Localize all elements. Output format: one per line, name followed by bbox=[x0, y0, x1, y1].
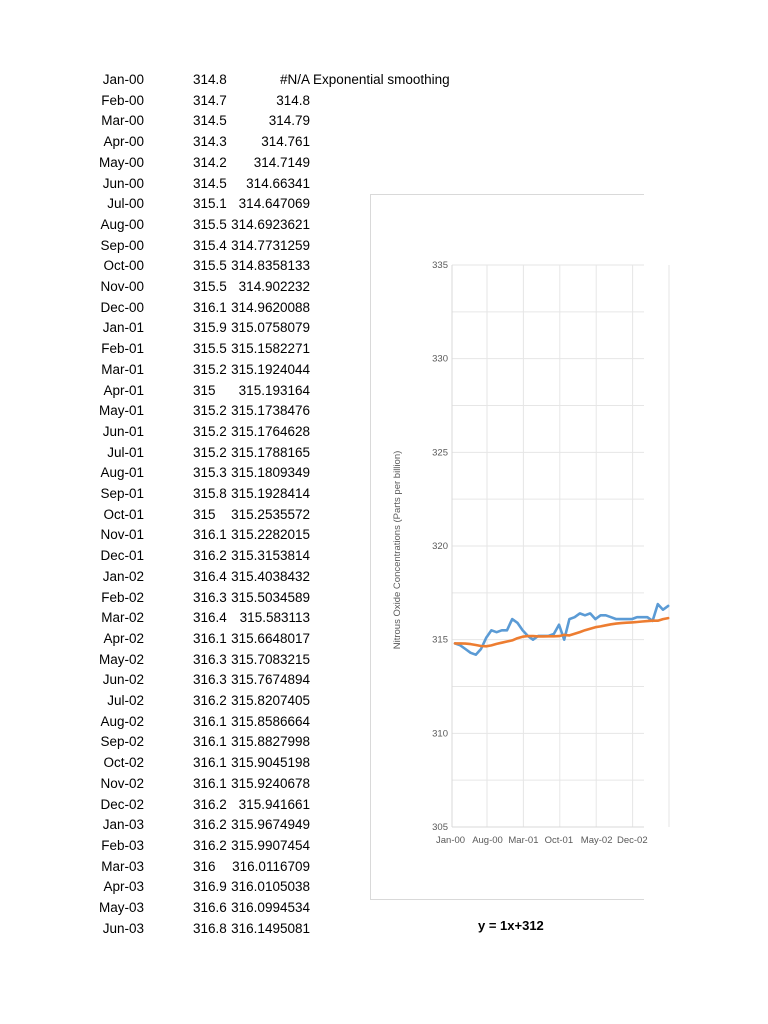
smoothed-cell: 315.5034589 bbox=[231, 589, 310, 605]
smoothed-cell: 315.7083215 bbox=[231, 651, 310, 667]
date-cell: Nov-00 bbox=[100, 279, 144, 294]
y-tick-label: 330 bbox=[432, 353, 448, 365]
smoothed-cell: 315.1809349 bbox=[231, 465, 310, 481]
date-cell: Jan-00 bbox=[102, 72, 144, 87]
value-cell: 315.2 bbox=[193, 403, 227, 419]
y-tick-label: 315 bbox=[432, 634, 448, 646]
value-cell: 315.2 bbox=[193, 361, 227, 377]
date-cell: Nov-01 bbox=[100, 527, 144, 543]
smoothed-cell: 314.7149 bbox=[253, 154, 310, 170]
smoothed-cell: 314.7731259 bbox=[231, 237, 310, 253]
smoothed-cell: 314.8358133 bbox=[231, 258, 310, 274]
smoothed-cell: 315.8207405 bbox=[231, 693, 310, 708]
value-cell: 316 bbox=[193, 858, 216, 874]
trendline-equation: y = 1x+312 bbox=[478, 918, 544, 933]
date-cell: Oct-02 bbox=[103, 755, 144, 771]
smoothed-cell: 315.1764628 bbox=[231, 423, 310, 439]
date-cell: Nov-02 bbox=[100, 775, 144, 791]
smoothed-cell: 315.2282015 bbox=[231, 527, 310, 543]
smoothed-cell: 314.6923621 bbox=[231, 216, 310, 232]
value-cell: 316.2 bbox=[193, 693, 227, 708]
date-cell: Sep-02 bbox=[100, 734, 144, 750]
date-cell: Jun-03 bbox=[102, 920, 144, 936]
date-cell: Aug-02 bbox=[100, 713, 144, 729]
smoothed-cell: 315.2535572 bbox=[231, 506, 310, 522]
date-cell: Feb-00 bbox=[101, 92, 144, 108]
value-cell: 315.2 bbox=[193, 423, 227, 439]
date-cell: Mar-01 bbox=[101, 361, 144, 377]
table-row bbox=[0, 132, 460, 152]
date-cell: Jul-01 bbox=[107, 444, 144, 460]
value-cell: 316.1 bbox=[193, 713, 227, 729]
smoothed-cell: 314.902232 bbox=[238, 279, 310, 294]
date-cell: Mar-00 bbox=[101, 113, 144, 129]
value-cell: 315 bbox=[193, 506, 216, 522]
date-cell: Jun-01 bbox=[102, 423, 144, 439]
date-cell: Feb-01 bbox=[101, 341, 144, 357]
smoothed-cell: 315.9240678 bbox=[231, 775, 310, 791]
value-cell: 315.5 bbox=[193, 216, 227, 232]
exponential-smoothing-label: Exponential smoothing bbox=[313, 72, 450, 87]
smoothed-cell: 315.3153814 bbox=[231, 548, 310, 564]
smoothed-cell: 314.761 bbox=[261, 134, 310, 150]
value-cell: 316.1 bbox=[193, 755, 227, 771]
table-row bbox=[0, 898, 460, 918]
value-cell: 314.8 bbox=[193, 72, 227, 87]
value-cell: 315 bbox=[193, 382, 216, 398]
value-cell: 316.3 bbox=[193, 651, 227, 667]
smoothed-cell: 315.9907454 bbox=[231, 837, 310, 853]
smoothed-cell: 315.1788165 bbox=[231, 444, 310, 460]
smoothed-cell: 314.9620088 bbox=[231, 299, 310, 315]
smoothed-cell: 315.1928414 bbox=[231, 486, 310, 501]
table-row bbox=[0, 70, 460, 90]
date-cell: May-02 bbox=[98, 651, 144, 667]
value-cell: 316.1 bbox=[193, 775, 227, 791]
table-row bbox=[0, 174, 460, 194]
value-cell: 316.3 bbox=[193, 589, 227, 605]
y-tick-label: 335 bbox=[432, 260, 448, 271]
value-cell: 315.3 bbox=[193, 465, 227, 481]
smoothed-cell: 315.4038432 bbox=[231, 568, 310, 584]
table-row bbox=[0, 153, 460, 173]
smoothed-cell: 315.8827998 bbox=[231, 734, 310, 750]
date-cell: Aug-00 bbox=[100, 216, 144, 232]
na-cell: #N/A bbox=[280, 72, 310, 87]
date-cell: Sep-00 bbox=[100, 237, 144, 253]
value-cell: 316.4 bbox=[193, 610, 227, 626]
smoothed-cell: 316.0994534 bbox=[231, 900, 310, 915]
y-tick-label: 305 bbox=[432, 822, 448, 833]
smoothing-header bbox=[280, 70, 450, 90]
date-cell: Dec-01 bbox=[100, 548, 144, 564]
smoothed-cell: 315.0758079 bbox=[231, 320, 310, 336]
x-tick-label: May-02 bbox=[580, 835, 613, 846]
value-cell: 316.2 bbox=[193, 817, 227, 833]
date-cell: Apr-03 bbox=[103, 879, 144, 895]
smoothed-cell: 315.8586664 bbox=[231, 713, 310, 729]
value-cell: 315.9 bbox=[193, 320, 227, 336]
x-tick-label: Dec-02 bbox=[617, 835, 648, 846]
x-tick-label: Aug-00 bbox=[472, 835, 503, 846]
smoothed-cell: 315.6648017 bbox=[231, 630, 310, 646]
date-cell: Jul-00 bbox=[107, 196, 144, 212]
smoothed-cell: 315.9045198 bbox=[231, 755, 310, 771]
date-cell: Feb-02 bbox=[101, 589, 144, 605]
date-cell: Dec-02 bbox=[100, 796, 144, 812]
smoothed-cell: 314.647069 bbox=[238, 196, 310, 212]
value-cell: 314.5 bbox=[193, 113, 227, 129]
x-tick-label: Jan-00 bbox=[436, 835, 466, 846]
value-cell: 316.3 bbox=[193, 672, 227, 688]
value-cell: 315.4 bbox=[193, 237, 227, 253]
date-cell: Jan-02 bbox=[102, 568, 144, 584]
value-cell: 314.3 bbox=[193, 134, 227, 150]
value-cell: 315.8 bbox=[193, 486, 227, 501]
value-cell: 315.5 bbox=[193, 258, 227, 274]
date-cell: May-00 bbox=[98, 154, 144, 170]
y-tick-label: 320 bbox=[432, 541, 448, 552]
date-cell: Sep-01 bbox=[100, 486, 144, 501]
value-cell: 314.7 bbox=[193, 92, 227, 108]
date-cell: Feb-03 bbox=[101, 837, 144, 853]
date-cell: Apr-02 bbox=[103, 630, 144, 646]
smoothed-cell: 314.79 bbox=[268, 113, 310, 129]
value-cell: 315.2 bbox=[193, 444, 227, 460]
date-cell: Jan-03 bbox=[102, 817, 144, 833]
value-cell: 316.6 bbox=[193, 900, 227, 915]
y-axis-title: Nitrous Oxide Concentrations (Parts per billion) bbox=[392, 450, 403, 650]
date-cell: Mar-02 bbox=[101, 610, 144, 626]
value-cell: 316.1 bbox=[193, 734, 227, 750]
date-cell: Jul-02 bbox=[107, 693, 144, 708]
smoothed-cell: 315.1582271 bbox=[231, 341, 310, 357]
x-tick-label: Oct-01 bbox=[544, 835, 574, 846]
value-cell: 316.1 bbox=[193, 630, 227, 646]
value-cell: 316.2 bbox=[193, 548, 227, 564]
smoothed-cell: 315.193164 bbox=[238, 382, 310, 398]
date-cell: Oct-00 bbox=[103, 258, 144, 274]
value-cell: 316.8 bbox=[193, 920, 227, 936]
y-tick-label: 325 bbox=[432, 447, 448, 459]
smoothed-cell: 314.8 bbox=[276, 92, 310, 108]
date-cell: Apr-00 bbox=[103, 134, 144, 150]
table-row bbox=[0, 111, 460, 131]
value-cell: 316.2 bbox=[193, 796, 227, 812]
value-cell: 315.5 bbox=[193, 341, 227, 357]
smoothed-cell: 315.7674894 bbox=[231, 672, 310, 688]
value-cell: 316.4 bbox=[193, 568, 227, 584]
y-tick-label: 310 bbox=[432, 728, 448, 740]
smoothed-cell: 316.0116709 bbox=[232, 858, 310, 874]
line-chart bbox=[370, 194, 648, 900]
value-cell: 314.5 bbox=[193, 175, 227, 191]
table-row bbox=[0, 919, 460, 939]
smoothed-cell: 315.583113 bbox=[239, 610, 310, 626]
value-cell: 315.5 bbox=[193, 279, 227, 294]
date-cell: Dec-00 bbox=[100, 299, 144, 315]
x-tick-label: Mar-01 bbox=[508, 835, 539, 846]
date-cell: Oct-01 bbox=[103, 506, 144, 522]
smoothed-cell: 316.0105038 bbox=[231, 879, 310, 895]
value-cell: 314.2 bbox=[193, 154, 227, 170]
value-cell: 316.9 bbox=[193, 879, 227, 895]
chart-canvas bbox=[371, 195, 648, 899]
value-cell: 316.1 bbox=[193, 527, 227, 543]
value-cell: 316.1 bbox=[193, 299, 227, 315]
date-cell: Mar-03 bbox=[101, 858, 144, 874]
smoothed-cell: 315.9674949 bbox=[231, 817, 310, 833]
date-cell: Jan-01 bbox=[102, 320, 144, 336]
smoothed-cell: 314.66341 bbox=[246, 175, 310, 191]
smoothed-cell: 315.941661 bbox=[238, 796, 310, 812]
date-cell: Jun-00 bbox=[102, 175, 144, 191]
date-cell: May-01 bbox=[98, 403, 144, 419]
smoothed-cell: 315.1738476 bbox=[231, 403, 310, 419]
table-row bbox=[0, 91, 460, 111]
value-cell: 315.1 bbox=[193, 196, 227, 212]
smoothed-cell: 316.1495081 bbox=[231, 920, 310, 936]
value-cell: 316.2 bbox=[193, 837, 227, 853]
date-cell: Jun-02 bbox=[102, 672, 144, 688]
smoothed-cell: 315.1924044 bbox=[231, 361, 310, 377]
date-cell: May-03 bbox=[98, 900, 144, 915]
date-cell: Aug-01 bbox=[100, 465, 144, 481]
date-cell: Apr-01 bbox=[103, 382, 144, 398]
